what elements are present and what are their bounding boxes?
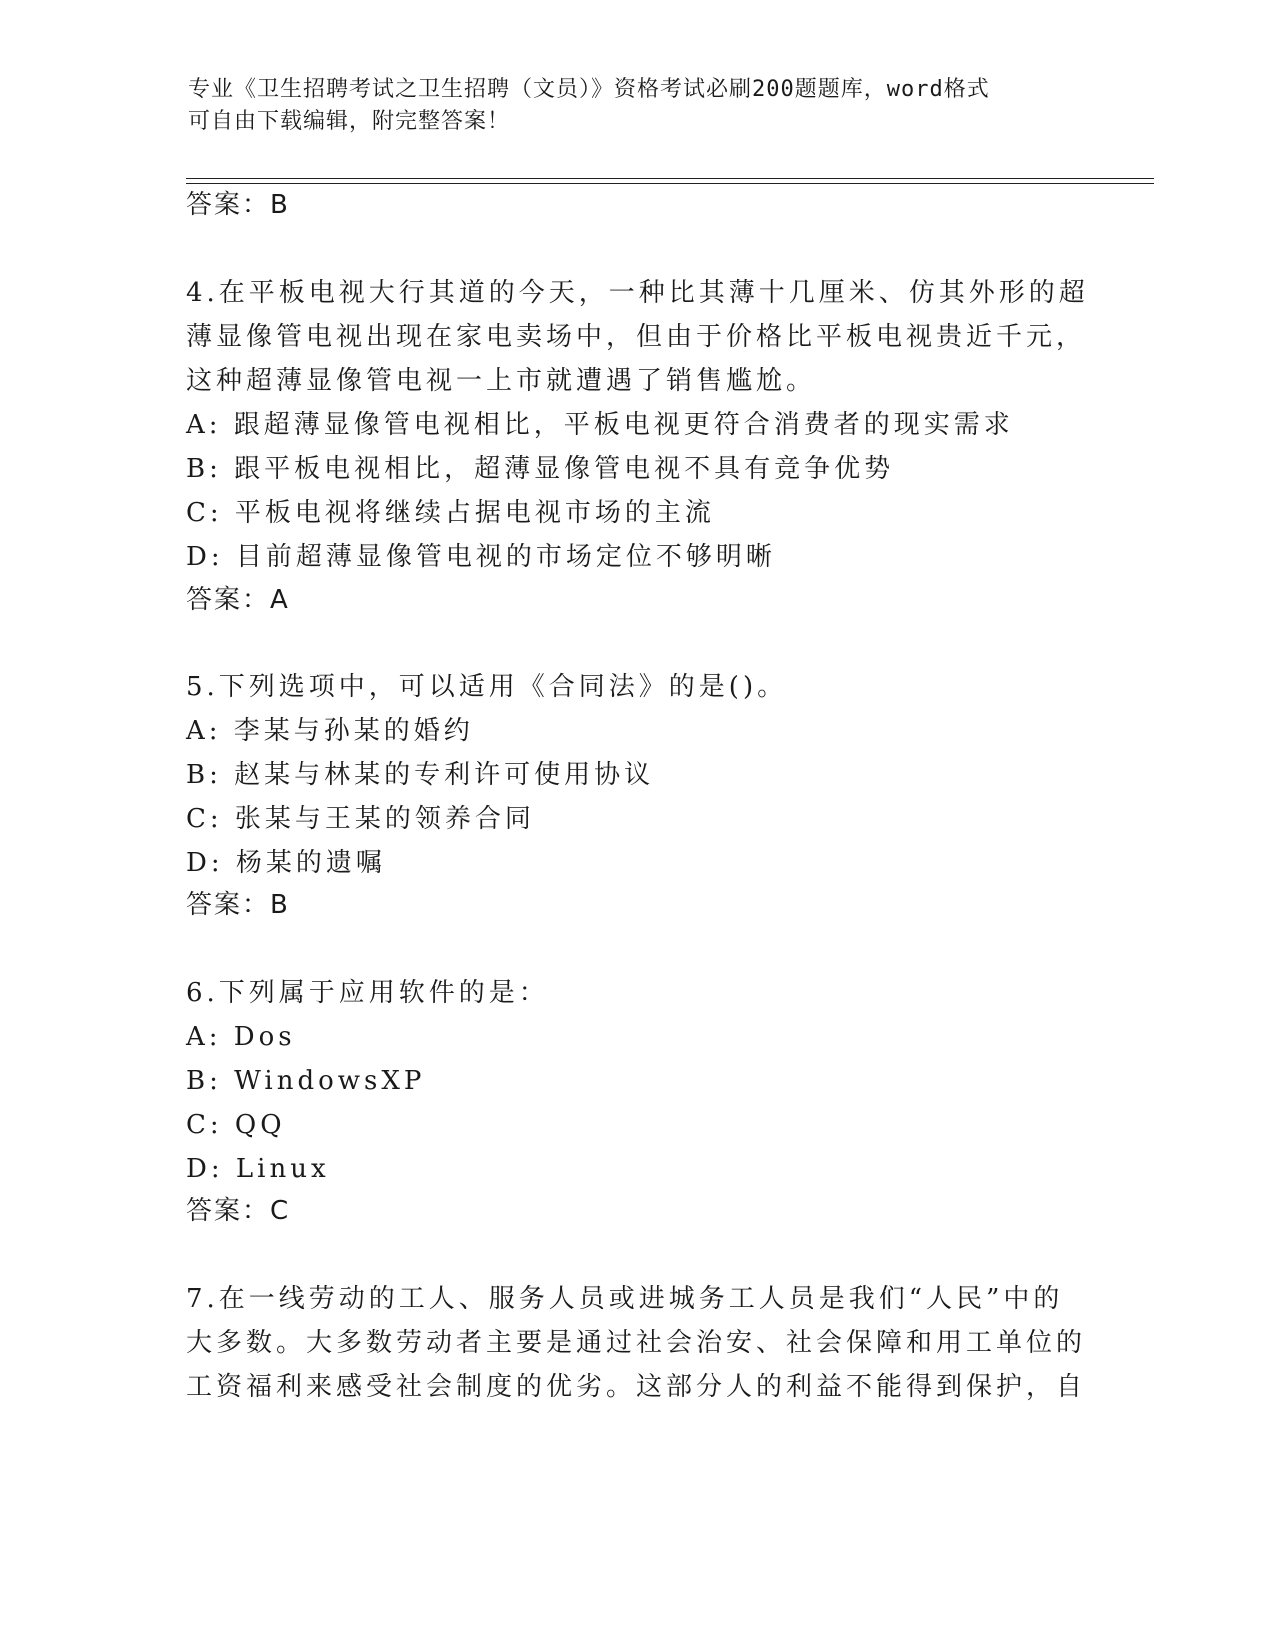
question-5-option-c: C: 张某与王某的领养合同 [186,804,535,834]
question-6-option-b: B: WindowsXP [186,1066,426,1096]
answer-q3: 答案：B [186,190,290,220]
question-5-line-1: 5.下列选项中，可以适用《合同法》的是()。 [186,672,788,702]
question-4-line-1: 4.在平板电视大行其道的今天，一种比其薄十几厘米、仿其外形的超 [186,278,1089,308]
question-4-option-a: A: 跟超薄显像管电视相比，平板电视更符合消费者的现实需求 [186,410,1014,440]
answer-q4: 答案：A [186,585,290,615]
answer-q6: 答案：C [186,1196,291,1226]
question-5-option-b: B: 赵某与林某的专利许可使用协议 [186,760,655,790]
header-divider-top [186,178,1154,179]
question-4-option-b: B: 跟平板电视相比，超薄显像管电视不具有竞争优势 [186,454,895,484]
question-4-option-d: D: 目前超薄显像管电视的市场定位不够明晰 [186,542,776,572]
question-5-option-a: A: 李某与孙某的婚约 [186,716,474,746]
question-6-line-1: 6.下列属于应用软件的是： [186,978,549,1008]
header-line-2: 可自由下载编辑，附完整答案！ [188,109,511,134]
question-7-line-2: 大多数。大多数劳动者主要是通过社会治安、社会保障和用工单位的 [186,1328,1087,1358]
question-6-option-c: C: QQ [186,1110,286,1140]
question-5-option-d: D: 杨某的遗嘱 [186,848,386,878]
question-6-option-d: D: Linux [186,1154,330,1184]
document-header [188,74,1068,138]
question-7-line-3: 工资福利来感受社会制度的优劣。这部分人的利益不能得到保护，自 [186,1372,1087,1402]
question-4-line-3: 这种超薄显像管电视一上市就遭遇了销售尴尬。 [186,366,817,396]
header-line-1: 专业《卫生招聘考试之卫生招聘（文员）》资格考试必刷200题题库，word格式 [188,77,990,102]
question-6-option-a: A: Dos [186,1022,296,1052]
question-4-line-2: 薄显像管电视出现在家电卖场中，但由于价格比平板电视贵近千元， [186,322,1087,352]
answer-q5: 答案：B [186,890,290,920]
header-divider-bottom [186,183,1154,184]
question-7-line-1: 7.在一线劳动的工人、服务人员或进城务工人员是我们“人民”中的 [186,1284,1064,1314]
question-4-option-c: C: 平板电视将继续占据电视市场的主流 [186,498,715,528]
